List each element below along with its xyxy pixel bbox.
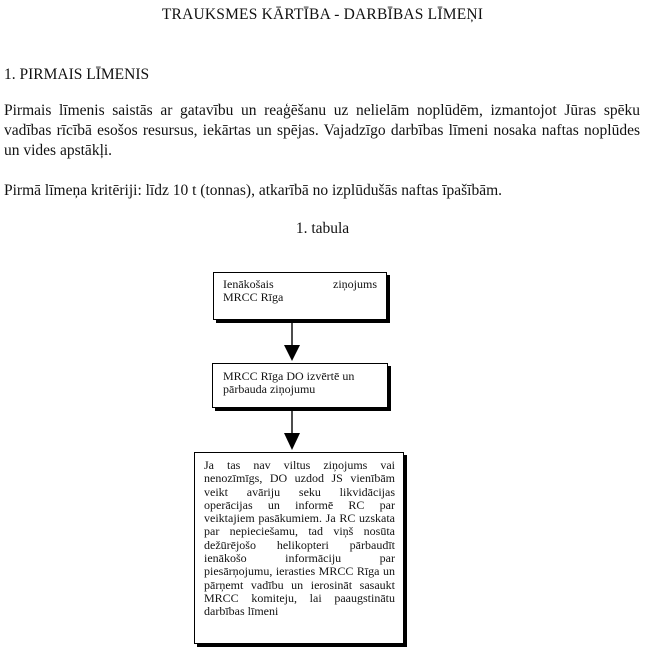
flow-step-evaluate-report (212, 363, 388, 408)
criteria-text: Pirmā līmeņa kritēriji: līdz 10 t (tonnas), atkarībā no izplūdušās naftas īpašībām. (4, 182, 503, 199)
arrow-step1-to-step2 (284, 322, 300, 361)
page-title: TRAUKSMES KĀRTĪBA - DARBĪBAS LĪMEŅI (161, 6, 484, 23)
intro-paragraph: Pirmais līmenis saistās ar gatavību un reaģēšanu uz nelielām noplūdēm, izmantojot Jūras spēku vadības rīcībā esošos resursus, iekārtas un spējas. Vajadzīgo darbības līmeni nosaka naftas noplūdes un vides apstākļi. (4, 102, 640, 159)
flow-step1-line2: MRCC Rīga (223, 290, 284, 305)
flow-step3-text: Ja tas nav viltus ziņojums vai nenozīmīgs, DO uzdod JS vienībām veikt avāriju seku likvidācijas operācijas un informē RC par veiktajiem pasākumiem. Ja RC uzskata par nepieciešamu, tad viņš nosūta dežūrējošo helikopteri pārbaudīt ienākošo informāciju par piesārņojumu, ierasties MRCC Rīga un pārņemt vadību un ierosināt sasaukt MRCC komiteju, lai paaugstinātu darbības līmeni (204, 458, 395, 619)
table-caption: 1. tabula (295, 220, 350, 237)
flow-step1-line1: Ienākošais ziņojums (223, 277, 377, 291)
arrow-step2-to-step3 (284, 410, 300, 450)
section-heading: 1. PIRMAIS LĪMENIS (4, 66, 150, 83)
flow-step-response-actions (194, 452, 404, 644)
flow-step2-text: MRCC Rīga DO izvērtē un pārbauda ziņojumu (223, 369, 355, 397)
flow-step-incoming-report (213, 272, 387, 320)
